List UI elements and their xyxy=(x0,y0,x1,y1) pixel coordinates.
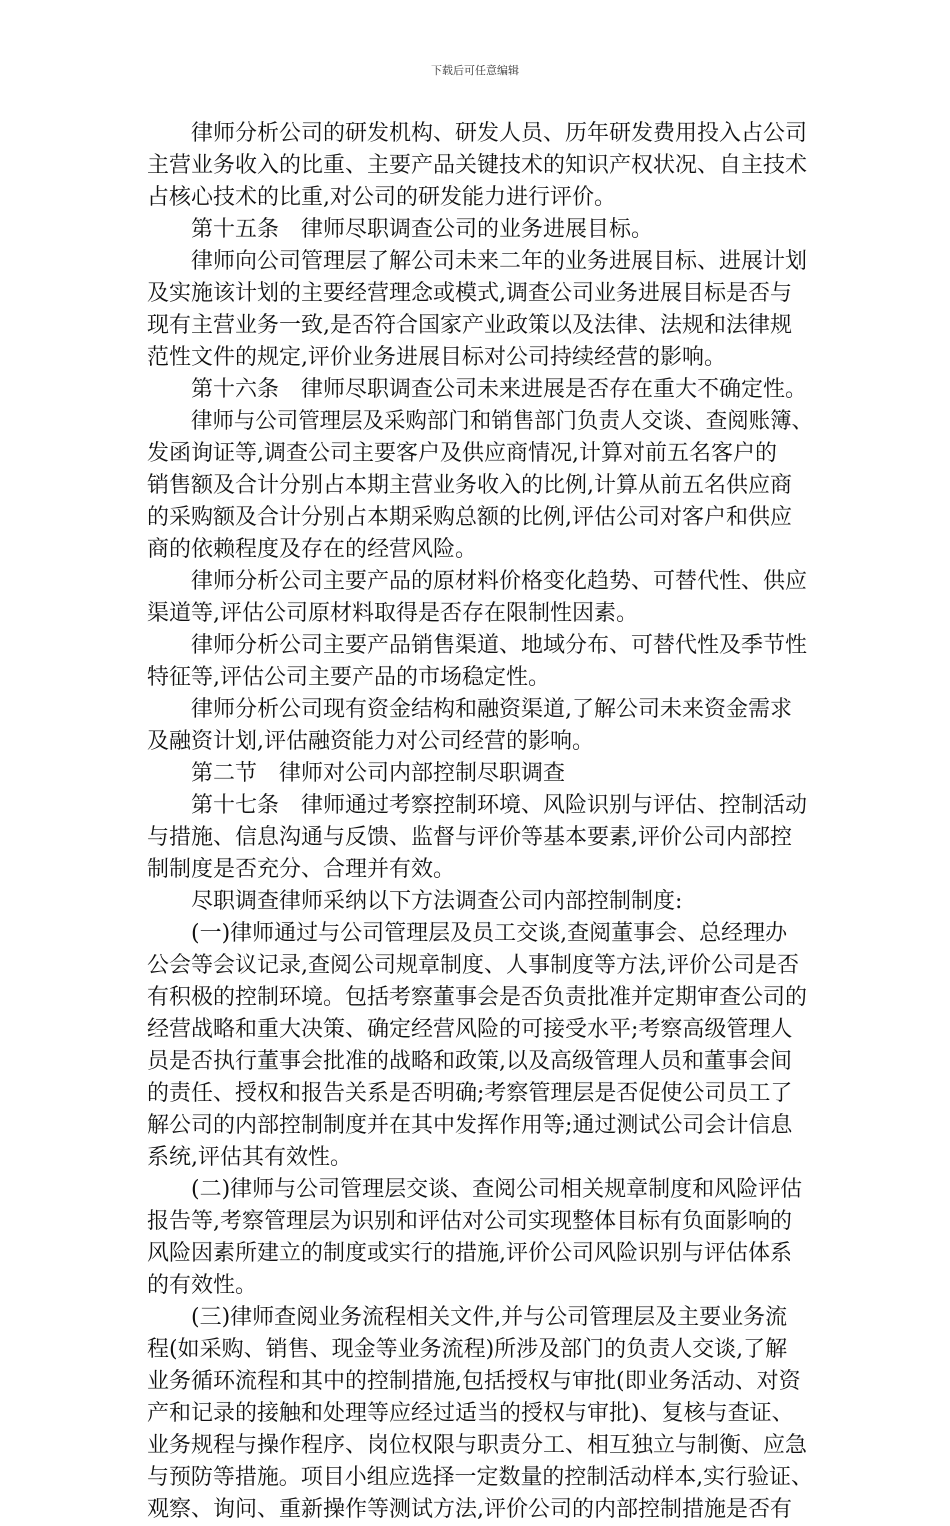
text-line: 系统,评估其有效性。 xyxy=(147,1145,352,1170)
text-line: 主营业务收入的比重、主要产品关键技术的知识产权状况、自主技术 xyxy=(147,153,808,178)
document-body xyxy=(147,118,813,1526)
text-line: 有积极的控制环境。包括考察董事会是否负责批准并定期审查公司的 xyxy=(147,985,808,1010)
text-line: 律师分析公司主要产品销售渠道、地域分布、可替代性及季节性 xyxy=(191,633,808,658)
text-line: 律师分析公司的研发机构、研发人员、历年研发费用投入占公司 xyxy=(191,121,808,146)
text-line: 解公司的内部控制制度并在其中发挥作用等;通过测试公司会计信息 xyxy=(147,1113,793,1138)
text-line: 员是否执行董事会批准的战略和政策,以及高级管理人员和董事会间 xyxy=(147,1049,792,1074)
text-line: 特征等,评估公司主要产品的市场稳定性。 xyxy=(147,665,550,690)
text-line: 与预防等措施。项目小组应选择一定数量的控制活动样本,实行验证、 xyxy=(147,1465,813,1490)
text-line: 律师向公司管理层了解公司未来二年的业务进展目标、进展计划 xyxy=(191,249,808,274)
text-line: 商的依赖程度及存在的经营风险。 xyxy=(147,537,478,562)
text-line: 律师分析公司现有资金结构和融资渠道,了解公司未来资金需求 xyxy=(191,697,792,722)
page-header: 下载后可任意编辑 xyxy=(431,64,519,77)
text-line: 公会等会议记录,查阅公司规章制度、人事制度等方法,评价公司是否 xyxy=(147,953,799,978)
text-line: 的有效性。 xyxy=(147,1273,258,1298)
text-line: 发函询证等,调查公司主要客户及供应商情况,计算对前五名客户的 xyxy=(147,441,777,466)
text-line: 律师与公司管理层及采购部门和销售部门负责人交谈、查阅账簿、 xyxy=(191,409,814,434)
text-line: 占核心技术的比重,对公司的研发能力进行评价。 xyxy=(147,185,616,210)
text-line: (三)律师查阅业务流程相关文件,并与公司管理层及主要业务流 xyxy=(191,1305,788,1330)
text-line: (二)律师与公司管理层交谈、查阅公司相关规章制度和风险评估 xyxy=(191,1177,803,1202)
text-line: 及融资计划,评估融资能力对公司经营的影响。 xyxy=(147,729,594,754)
text-line: 报告等,考察管理层为识别和评估对公司实现整体目标有负面影响的 xyxy=(147,1209,792,1234)
text-line: 经营战略和重大决策、确定经营风险的可接受水平;考察高级管理人 xyxy=(147,1017,793,1042)
text-line: 现有主营业务一致,是否符合国家产业政策以及法律、法规和法律规 xyxy=(147,313,792,338)
text-line: 第十六条 律师尽职调查公司未来进展是否存在重大不确定性。 xyxy=(191,377,808,402)
text-line: 业务规程与操作程序、岗位权限与职责分工、相互独立与制衡、应急 xyxy=(147,1433,808,1458)
text-line: 产和记录的接触和处理等应经过适当的授权与审批)、复核与查证、 xyxy=(147,1401,794,1426)
text-line: 制制度是否充分、合理并有效。 xyxy=(147,857,456,882)
text-line: (一)律师通过与公司管理层及员工交谈,查阅董事会、总经理办 xyxy=(191,921,788,946)
text-line: 尽职调查律师采纳以下方法调查公司内部控制制度: xyxy=(191,889,683,914)
text-line: 的责任、授权和报告关系是否明确;考察管理层是否促使公司员工了 xyxy=(147,1081,793,1106)
text-line: 与措施、信息沟通与反馈、监督与评价等基本要素,评价公司内部控 xyxy=(147,825,792,850)
text-line: 第十五条 律师尽职调查公司的业务进展目标。 xyxy=(191,217,654,242)
text-line: 及实施该计划的主要经营理念或模式,调查公司业务进展目标是否与 xyxy=(147,281,792,306)
text-line: 的采购额及合计分别占本期采购总额的比例,评估公司对客户和供应 xyxy=(147,505,792,530)
text-line: 观察、询问、重新操作等测试方法,评价公司的内部控制措施是否有 xyxy=(147,1497,792,1522)
text-line: 程(如采购、销售、现金等业务流程)所涉及部门的负责人交谈,了解 xyxy=(147,1337,788,1362)
text-line: 第二节 律师对公司内部控制尽职调查 xyxy=(191,761,566,786)
text-line: 渠道等,评估公司原材料取得是否存在限制性因素。 xyxy=(147,601,638,626)
text-line: 业务循环流程和其中的控制措施,包括授权与审批(即业务活动、对资 xyxy=(147,1369,801,1394)
text-line: 销售额及合计分别占本期主营业务收入的比例,计算从前五名供应商 xyxy=(147,473,792,498)
text-line: 风险因素所建立的制度或实行的措施,评价公司风险识别与评估体系 xyxy=(147,1241,792,1266)
text-line: 第十七条 律师通过考察控制环境、风险识别与评估、控制活动 xyxy=(191,793,808,818)
text-line: 律师分析公司主要产品的原材料价格变化趋势、可替代性、供应 xyxy=(191,569,808,594)
text-line: 范性文件的规定,评价业务进展目标对公司持续经营的影响。 xyxy=(147,345,726,370)
